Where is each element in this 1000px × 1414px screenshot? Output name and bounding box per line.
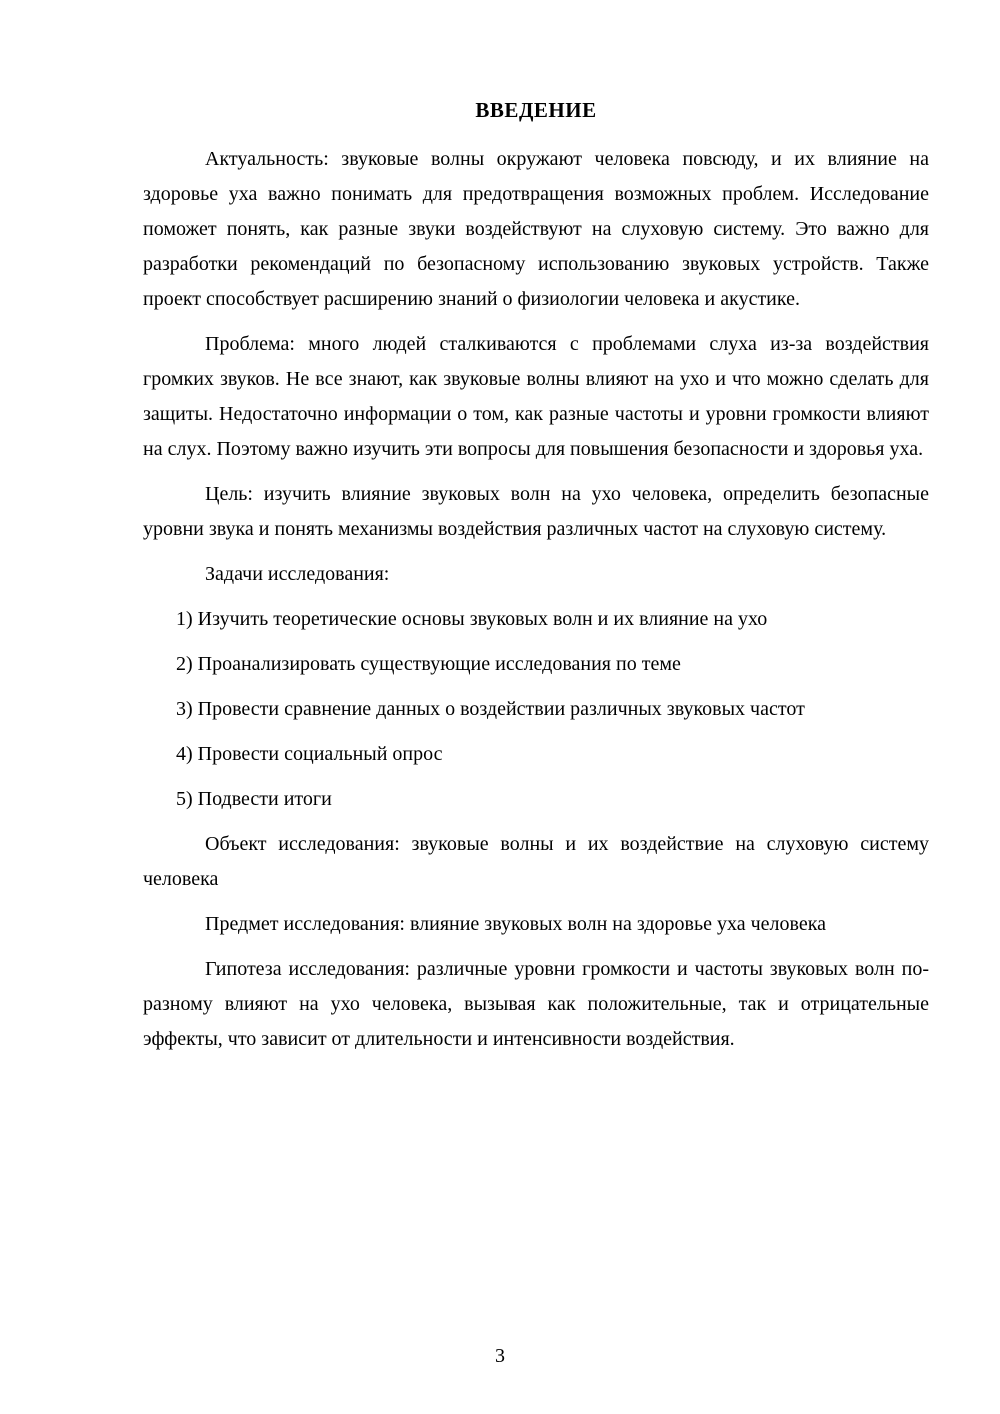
paragraph-problem: Проблема: много людей сталкиваются с проблемами слуха из-за воздействия громких звуков. Не все знают, как звуковые волны влияют на ухо и что можно сделать для защиты. Недостаточно информации о том, как разные частоты и уровни громкости влияют на слух. Поэтому важно изучить эти вопросы для повышения безопасности и здоровья уха. <box>143 333 929 460</box>
paragraph-object: Объект исследования: звуковые волны и их воздействие на слуховую систему человека <box>143 833 929 890</box>
page-title: ВВЕДЕНИЕ <box>475 98 597 122</box>
task-item-4: 4) Провести социальный опрос <box>176 743 443 765</box>
paragraph-tasks-heading: Задачи исследования: <box>205 563 390 585</box>
paragraph-subject: Предмет исследования: влияние звуковых волн на здоровье уха человека <box>205 913 827 935</box>
paragraph-goal: Цель: изучить влияние звуковых волн на ухо человека, определить безопасные уровни звука и понять механизмы воздействия различных частот на слуховую систему. <box>143 483 929 540</box>
paragraph-relevance: Актуальность: звуковые волны окружают человека повсюду, и их влияние на здоровье уха важно понимать для предотвращения возможных проблем. Исследование поможет понять, как разные звуки воздействуют на слуховую систему. Это важно для разработки рекомендаций по безопасному использованию звуковых устройств. Также проект способствует расширению знаний о физиологии человека и акустике. <box>143 148 929 310</box>
task-item-5: 5) Подвести итоги <box>176 788 332 810</box>
task-item-3: 3) Провести сравнение данных о воздействии различных звуковых частот <box>176 698 805 720</box>
task-item-1: 1) Изучить теоретические основы звуковых волн и их влияние на ухо <box>176 608 768 630</box>
task-item-2: 2) Проанализировать существующие исследования по теме <box>176 653 681 675</box>
paragraph-hypothesis: Гипотеза исследования: различные уровни громкости и частоты звуковых волн по-разному влияют на ухо человека, вызывая как положительные, так и отрицательные эффекты, что зависит от длительности и интенсивности воздействия. <box>143 958 929 1050</box>
page-number: 3 <box>495 1345 505 1367</box>
